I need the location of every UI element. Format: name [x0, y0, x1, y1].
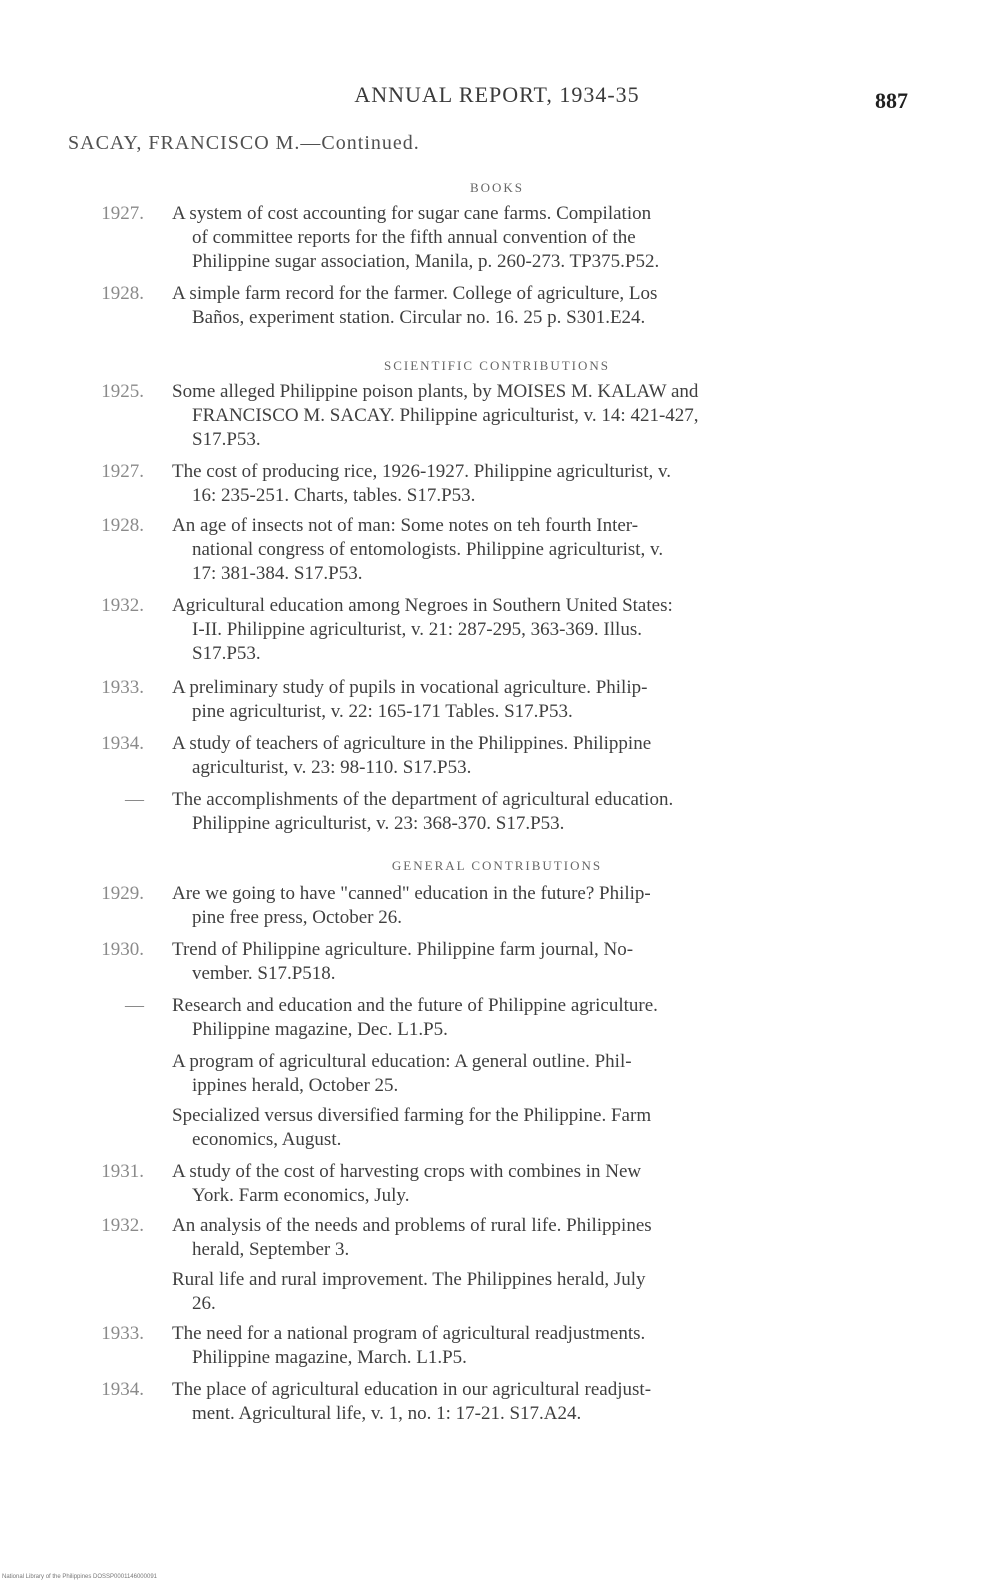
- entry-year: 1930.: [101, 939, 144, 960]
- page-header-title: ANNUAL REPORT, 1934-35: [354, 82, 640, 107]
- bibliography-entry: [74, 1322, 914, 1370]
- entry-year: 1932.: [101, 595, 144, 616]
- entry-line: national congress of entomologists. Philippine agriculturist, v.: [192, 539, 664, 560]
- section-heading-general: GENERAL CONTRIBUTIONS: [391, 858, 603, 873]
- bibliography-entry: [74, 1268, 914, 1316]
- page-number: 887: [875, 88, 908, 113]
- entry-line: The cost of producing rice, 1926-1927. Philippine agriculturist, v.: [172, 461, 672, 482]
- author-heading: SACAY, FRANCISCO M.—Continued.: [68, 132, 420, 154]
- entry-year: 1925.: [101, 381, 144, 402]
- bibliography-entry: [74, 938, 914, 986]
- entry-line: pine agriculturist, v. 22: 165-171 Tables. S17.P53.: [192, 701, 573, 722]
- entry-year: 1932.: [101, 1215, 144, 1236]
- entry-line: Baños, experiment station. Circular no. 16. 25 p. S301.E24.: [192, 307, 646, 328]
- entry-year: 1934.: [101, 1379, 144, 1400]
- entry-line: The place of agricultural education in our agricultural readjust-: [172, 1379, 652, 1400]
- entry-line: Agricultural education among Negroes in Southern United States:: [172, 595, 673, 616]
- entry-line: An analysis of the needs and problems of rural life. Philippines: [172, 1215, 652, 1236]
- bibliography-entry: [74, 1050, 914, 1098]
- entry-line: An age of insects not of man: Some notes on teh fourth Inter-: [172, 515, 639, 536]
- entry-line: Rural life and rural improvement. The Philippines herald, July: [172, 1269, 646, 1290]
- entry-line: York. Farm economics, July.: [192, 1185, 410, 1206]
- entry-line: Some alleged Philippine poison plants, by MOISES M. KALAW and: [172, 381, 699, 402]
- entry-line: 17: 381-384. S17.P53.: [192, 563, 363, 584]
- bibliography-entry: [74, 676, 914, 724]
- entry-line: agriculturist, v. 23: 98-110. S17.P53.: [192, 757, 472, 778]
- entry-line: Philippine magazine, March. L1.P5.: [192, 1347, 467, 1368]
- bibliography-entry: [74, 380, 914, 452]
- bibliography-entry: [74, 514, 914, 586]
- entry-year: 1928.: [101, 283, 144, 304]
- bibliography-entry: [74, 202, 914, 274]
- entry-line: pine free press, October 26.: [192, 907, 402, 928]
- entry-line: A simple farm record for the farmer. College of agriculture, Los: [172, 283, 658, 304]
- bibliography-entry: [74, 732, 914, 780]
- entry-line: herald, September 3.: [192, 1239, 350, 1260]
- entry-line: Research and education and the future of Philippine agriculture.: [172, 995, 658, 1016]
- entry-year: 1929.: [101, 883, 144, 904]
- entry-line: Philippine magazine, Dec. L1.P5.: [192, 1019, 448, 1040]
- footer-attribution: National Library of the Philippines DOSSP0001146000091: [2, 1574, 157, 1580]
- entry-line: S17.P53.: [192, 643, 261, 664]
- bibliography-entry: [74, 282, 914, 330]
- entry-line: ippines herald, October 25.: [192, 1075, 399, 1096]
- bibliography-entry: [74, 1214, 914, 1262]
- entry-line: vember. S17.P518.: [192, 963, 336, 984]
- entry-year: 1933.: [101, 677, 144, 698]
- entry-line: Philippine sugar association, Manila, p. 260-273. TP375.P52.: [192, 251, 660, 272]
- entry-line: economics, August.: [192, 1129, 342, 1150]
- entry-line: FRANCISCO M. SACAY. Philippine agriculturist, v. 14: 421-427,: [192, 405, 699, 426]
- entry-line: A study of the cost of harvesting crops with combines in New: [172, 1161, 642, 1182]
- entry-line: A program of agricultural education: A general outline. Phil-: [172, 1051, 632, 1072]
- entry-line: ment. Agricultural life, v. 1, no. 1: 17-21. S17.A24.: [192, 1403, 582, 1424]
- bibliography-entry: [74, 788, 914, 836]
- entry-line: Philippine agriculturist, v. 23: 368-370. S17.P53.: [192, 813, 565, 834]
- entry-line: of committee reports for the fifth annual convention of the: [192, 227, 636, 248]
- entry-line: S17.P53.: [192, 429, 261, 450]
- entry-line: A preliminary study of pupils in vocational agriculture. Philip-: [172, 677, 648, 698]
- bibliography-entry: [74, 882, 914, 930]
- entry-year: 1927.: [101, 461, 144, 482]
- bibliography-entry: [74, 1104, 914, 1152]
- entry-line: Trend of Philippine agriculture. Philippine farm journal, No-: [172, 939, 634, 960]
- entry-line: Are we going to have "canned" education in the future? Philip-: [172, 883, 651, 904]
- bibliography-entry: [74, 460, 914, 508]
- entry-line: 26.: [192, 1293, 216, 1314]
- section-heading-scientific: SCIENTIFIC CONTRIBUTIONS: [383, 358, 611, 373]
- entry-year: —: [125, 789, 144, 810]
- entry-line: Specialized versus diversified farming for the Philippine. Farm: [172, 1105, 652, 1126]
- entry-year: 1928.: [101, 515, 144, 536]
- entry-year: —: [125, 995, 144, 1016]
- bibliography-entry: [74, 1378, 914, 1426]
- entry-line: The accomplishments of the department of agricultural education.: [172, 789, 674, 810]
- entry-line: The need for a national program of agricultural readjustments.: [172, 1323, 646, 1344]
- entry-year: 1931.: [101, 1161, 144, 1182]
- entry-year: 1934.: [101, 733, 144, 754]
- entry-line: 16: 235-251. Charts, tables. S17.P53.: [192, 485, 476, 506]
- bibliography-entry: [74, 594, 914, 666]
- entry-line: A system of cost accounting for sugar cane farms. Compilation: [172, 203, 652, 224]
- section-heading-books: BOOKS: [469, 180, 525, 195]
- entry-year: 1927.: [101, 203, 144, 224]
- entry-line: A study of teachers of agriculture in the Philippines. Philippine: [172, 733, 652, 754]
- bibliography-entry: [74, 1160, 914, 1208]
- entry-year: 1933.: [101, 1323, 144, 1344]
- entry-line: I-II. Philippine agriculturist, v. 21: 287-295, 363-369. Illus.: [192, 619, 642, 640]
- bibliography-entry: [74, 994, 914, 1042]
